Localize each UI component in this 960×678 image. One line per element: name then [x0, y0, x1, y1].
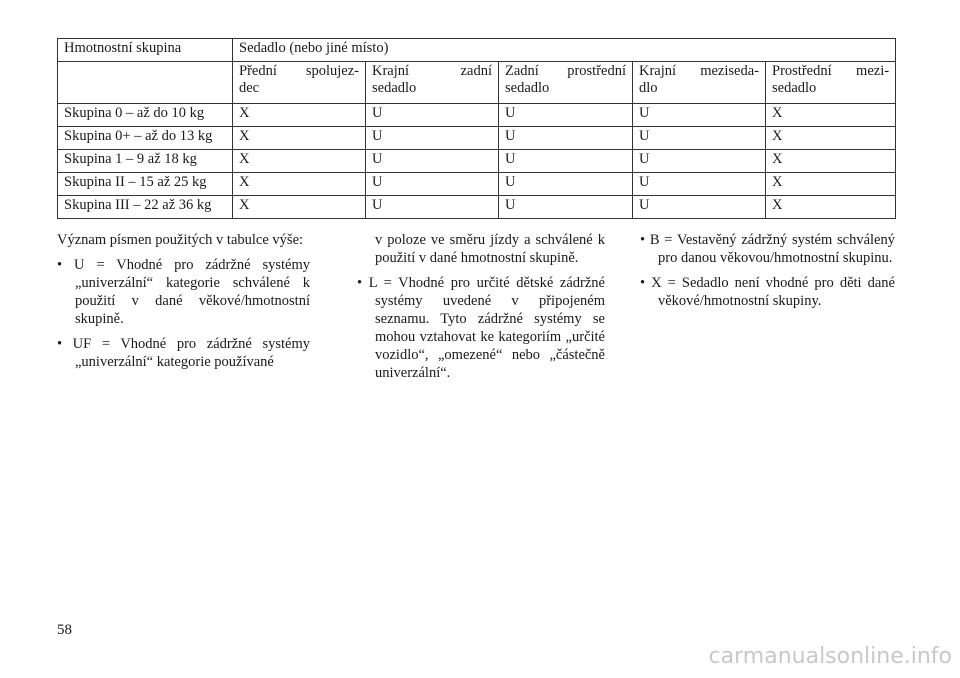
row-cell: U [366, 196, 499, 219]
row-cell: U [633, 173, 766, 196]
row-cell: U [499, 104, 633, 127]
row-cell: X [766, 173, 896, 196]
column-header: Zadní prostřední sedadlo [499, 62, 633, 104]
table-row [58, 196, 896, 219]
row-cell: U [366, 150, 499, 173]
row-cell: X [233, 104, 366, 127]
legend-b: • B = Vestavěný zádržný systém schválený pro danou věkovou/hmotnostní skupinu. [640, 232, 895, 266]
row-group: Skupina 1 – 9 až 18 kg [58, 150, 233, 173]
table-row [58, 127, 896, 150]
header-seat: Sedadlo (nebo jiné místo) [233, 39, 896, 62]
row-cell: U [499, 150, 633, 173]
table-subheader-row [58, 62, 896, 104]
legend-intro: Význam písmen použitých v tabulce výše: [57, 232, 304, 248]
legend-l: • L = Vhodné pro určité dětské zádržné systémy uvedené v připojeném seznamu. Tyto zádržné systémy se mohou vztahovat ke kategoriím „určité vozidlo“, „omezené“ nebo „částečně univerzální“. [357, 275, 605, 381]
child-seat-table [57, 38, 896, 219]
column-header: Prostřední mezi- sedadlo [766, 62, 896, 104]
row-cell: X [233, 173, 366, 196]
column-header: Krajní meziseda- dlo [633, 62, 766, 104]
row-cell: U [499, 173, 633, 196]
legend-x: • X = Sedadlo není vhodné pro děti dané věkové/hmotnostní skupiny. [640, 275, 895, 309]
row-group: Skupina II – 15 až 25 kg [58, 173, 233, 196]
row-group: Skupina 0+ – až do 13 kg [58, 127, 233, 150]
row-cell: U [633, 104, 766, 127]
row-cell: X [766, 196, 896, 219]
legend-column-2 [357, 231, 605, 389]
row-cell: U [633, 196, 766, 219]
page-number: 58 [57, 622, 72, 638]
column-header: Přední spolujez- dec [233, 62, 366, 104]
row-cell: U [633, 127, 766, 150]
legend-column-1 [57, 231, 310, 378]
legend-uf-part2: v poloze ve směru jízdy a schválené k použití v dané hmotnostní skupině. [375, 232, 605, 266]
row-cell: X [233, 127, 366, 150]
table-row [58, 104, 896, 127]
row-cell: U [499, 127, 633, 150]
row-cell: X [766, 150, 896, 173]
row-cell: X [766, 127, 896, 150]
table-row [58, 173, 896, 196]
row-cell: U [366, 173, 499, 196]
legend-uf-part1: • UF = Vhodné pro zádržné systémy „univerzální“ kategorie používané [57, 336, 310, 370]
row-cell: U [366, 104, 499, 127]
legend-column-3 [640, 231, 895, 317]
row-group: Skupina III – 22 až 36 kg [58, 196, 233, 219]
header-group: Hmotnostní skupina [58, 39, 233, 62]
row-cell: X [766, 104, 896, 127]
row-cell: U [633, 150, 766, 173]
watermark: carmanualsonline.info [708, 644, 952, 669]
row-group: Skupina 0 – až do 10 kg [58, 104, 233, 127]
table-header-row [58, 39, 896, 62]
legend-u: • U = Vhodné pro zádržné systémy „univerzální“ kategorie schválené k použití v dané věkové/hmotnostní skupině. [57, 257, 310, 327]
row-cell: X [233, 196, 366, 219]
row-cell: U [499, 196, 633, 219]
row-cell: X [233, 150, 366, 173]
row-cell: U [366, 127, 499, 150]
column-header: Krajní zadní sedadlo [366, 62, 499, 104]
table-row [58, 150, 896, 173]
